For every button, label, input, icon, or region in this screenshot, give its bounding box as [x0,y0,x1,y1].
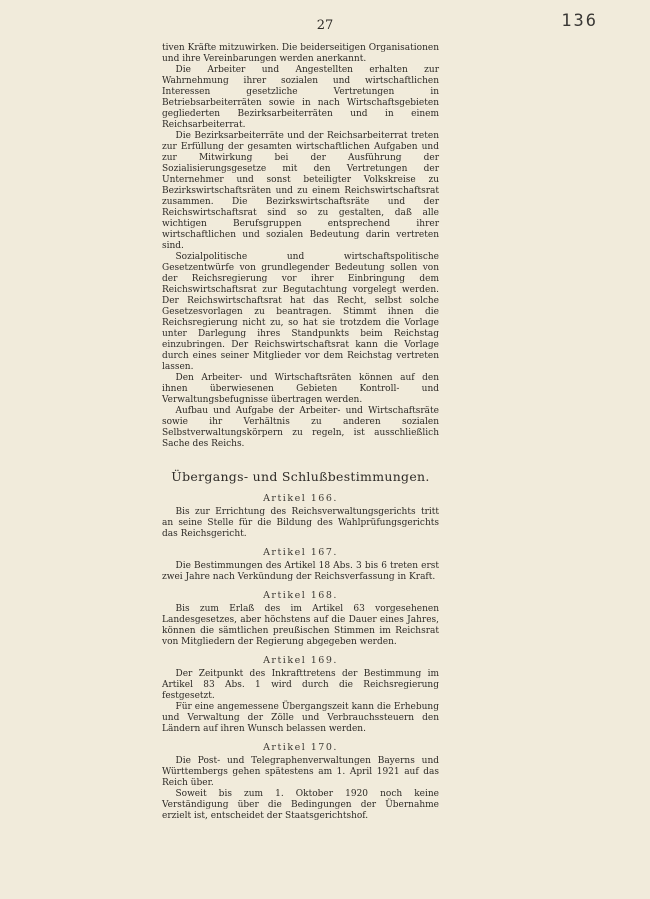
paragraph: tiven Kräfte mitzuwirken. Die beiderseitigen Organisationen und ihre Vereinbarungen werden anerkannt. [162,43,439,64]
body-text [162,43,439,822]
article-heading: Artikel 166. [263,493,338,504]
page-number: 27 [316,18,334,33]
article-heading: Artikel 170. [263,742,338,753]
paragraph: Soweit bis zum 1. Oktober 1920 noch keine Verständigung über die Bedingungen der Übernahme erzielt ist, entscheidet der Staatsgerichtshof. [162,789,439,821]
paragraph: Bis zur Errichtung des Reichsverwaltungsgerichts tritt an seine Stelle für die Bildung des Wahlprüfungsgerichts das Reichsgericht. [162,507,439,539]
section-heading: Übergangs- und Schlußbestimmungen. [171,469,430,484]
paragraph: Die Post- und Telegraphenverwaltungen Bayerns und Württembergs gehen spätestens am 1. April 1921 auf das Reich über. [162,756,439,788]
paragraph: Für eine angemessene Übergangszeit kann die Erhebung und Verwaltung der Zölle und Verbrauchssteuern den Ländern auf ihren Wunsch belassen werden. [162,702,439,734]
paragraph: Die Bestimmungen des Artikel 18 Abs. 3 bis 6 treten erst zwei Jahre nach Verkündung der Reichsverfassung in Kraft. [162,561,439,582]
paragraph: Der Zeitpunkt des Inkrafttretens der Bestimmung im Artikel 83 Abs. 1 wird durch die Reichsregierung festgesetzt. [162,669,439,701]
paragraph: Die Bezirksarbeiterräte und der Reichsarbeiterrat treten zur Erfüllung der gesamten wirtschaftlichen Aufgaben und zur Mitwirkung bei der Ausführung der Sozialisierungsgesetze mit den Vertretungen der Unternehmer und sonst beteiligter Volkskreise zu Bezirkswirtschaftsräten und zu einem Reichswirtschaftsrat zusammen. Die Bezirkswirtschaftsräte und der Reichswirtschaftsrat sind so zu gestalten, daß alle wichtigen Berufsgruppen entsprechend ihrer wirtschaftlichen und sozialen Bedeutung darin vertreten sind. [162,131,439,251]
paragraph: Den Arbeiter- und Wirtschaftsräten können auf den ihnen überwiesenen Gebieten Kontroll- und Verwaltungsbefugnisse übertragen werden. [162,373,439,405]
paragraph: Bis zum Erlaß des im Artikel 63 vorgesehenen Landesgesetzes, aber höchstens auf die Dauer eines Jahres, können die sämtlichen preußischen Stimmen im Reichsrat von Mitgliedern der Regierung abgegeben werden. [162,604,439,647]
paragraph: Die Arbeiter und Angestellten erhalten zur Wahrnehmung ihrer sozialen und wirtschaftlichen Interessen gesetzliche Vertretungen in Betriebsarbeiterräten sowie in nach Wirtschaftsgebieten gegliederten Bezirksarbeiterräten und in einem Reichsarbeiterrat. [162,65,439,130]
article-heading: Artikel 169. [263,655,338,666]
paragraph: Aufbau und Aufgabe der Arbeiter- und Wirtschaftsräte sowie ihr Verhältnis zu anderen sozialen Selbstverwaltungskörpern zu regeln, ist ausschließlich Sache des Reichs. [162,406,439,449]
folio-number: 136 [561,11,598,31]
article-heading: Artikel 167. [263,547,338,558]
article-heading: Artikel 168. [263,590,338,601]
paragraph: Sozialpolitische und wirtschaftspolitische Gesetzentwürfe von grundlegender Bedeutung sollen von der Reichsregierung vor ihrer Einbringung dem Reichswirtschaftsrat zur Begutachtung vorgelegt werden. Der Reichswirtschaftsrat hat das Recht, selbst solche Gesetzesvorlagen zu beantragen. Stimmt ihnen die Reichsregierung nicht zu, so hat sie trotzdem die Vorlage unter Darlegung ihres Standpunkts beim Reichstag einzubringen. Der Reichswirtschaftsrat kann die Vorlage durch eines seiner Mitglieder vor dem Reichstag vertreten lassen. [162,252,439,372]
